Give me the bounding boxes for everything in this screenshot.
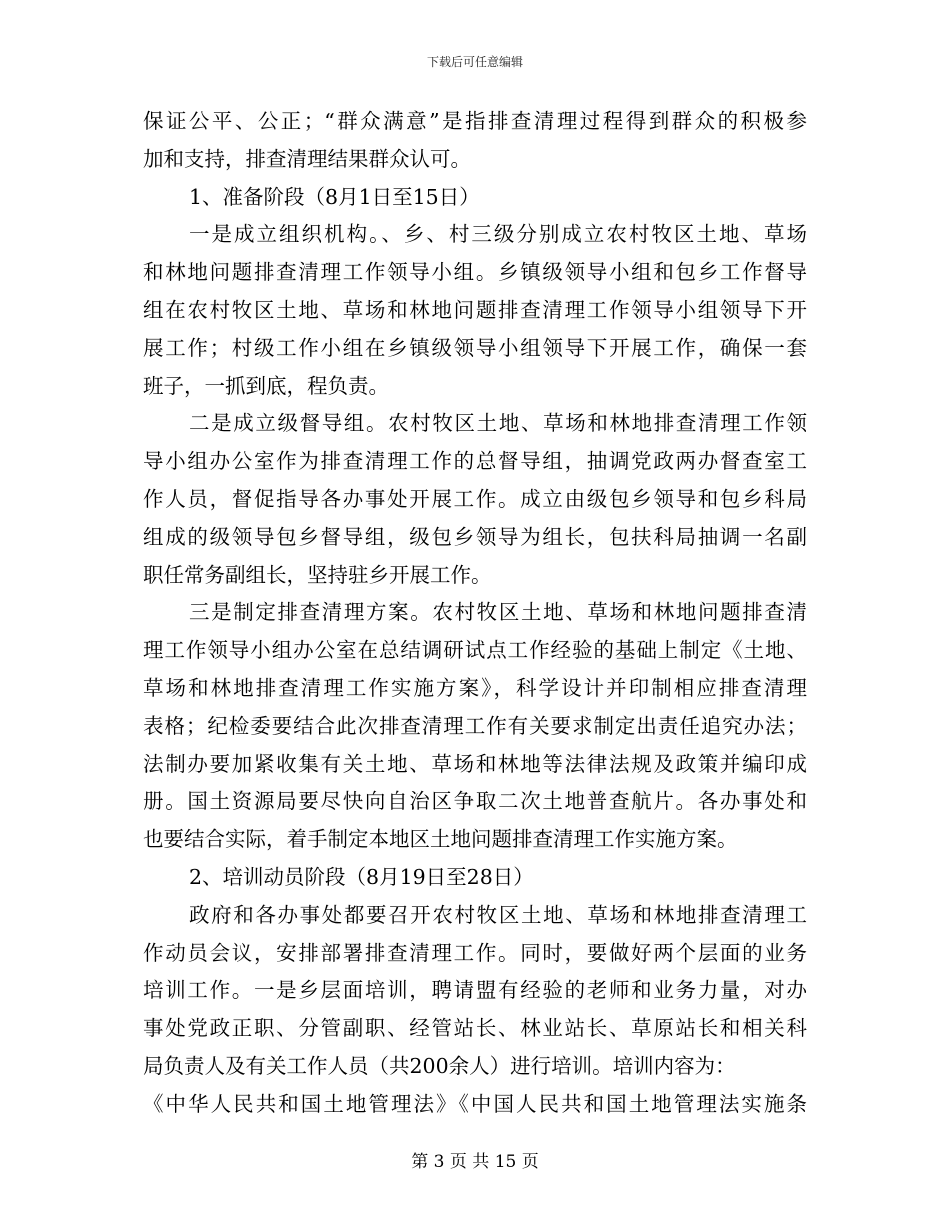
page-header-note: 下载后可任意编辑 [426, 55, 523, 69]
body-line: 政府和各办事处都要召开农村牧区土地、草场和林地排查清理工 [189, 902, 807, 927]
section-heading: 2、培训动员阶段（8月19日至28日） [189, 864, 534, 889]
body-line: 导小组办公室作为排查清理工作的总督导组，抽调党政两办督查室工 [143, 449, 807, 474]
body-line: 表格；纪检委要结合此次排查清理工作有关要求制定出责任追究办法； [143, 713, 807, 738]
body-line: 局负责人及有关工作人员（共200余人）进行培训。培训内容为： [143, 1053, 736, 1078]
body-line: 二是成立级督导组。农村牧区土地、草场和林地排查清理工作领 [189, 411, 807, 436]
body-line: 组在农村牧区土地、草场和林地问题排查清理工作领导小组领导下开 [143, 297, 807, 322]
body-line: 组成的级领导包乡督导组，级包乡领导为组长，包扶科局抽调一名副 [143, 524, 807, 549]
section-heading: 1、准备阶段（8月1日至15日） [189, 184, 480, 209]
body-line: 作人员，督促指导各办事处开展工作。成立由级包乡领导和包乡科局 [143, 486, 807, 511]
body-line: 册。国土资源局要尽快向自治区争取二次土地普查航片。各办事处和 [143, 789, 807, 814]
document-body [143, 103, 807, 1124]
body-line: 保证公平、公正；“群众满意”是指排查清理过程得到群众的积极参 [143, 109, 807, 133]
page-number-footer: 第 3 页 共 15 页 [411, 1152, 539, 1172]
body-line: 草场和林地排查清理工作实施方案》，科学设计并印制相应排查清理 [143, 675, 807, 700]
body-line: 理工作领导小组办公室在总结调研试点工作经验的基础上制定《土地、 [143, 638, 807, 663]
body-line: 《中华人民共和国土地管理法》《中国人民共和国土地管理法实施条 [143, 1091, 807, 1116]
body-line: 加和支持，排查清理结果群众认可。 [143, 146, 471, 171]
body-line: 班子，一抓到底，程负责。 [143, 373, 389, 398]
body-line: 培训工作。一是乡层面培训，聘请盟有经验的老师和业务力量，对办 [143, 978, 807, 1003]
body-line: 三是制定排查清理方案。农村牧区土地、草场和林地问题排查清 [189, 600, 807, 625]
body-line: 法制办要加紧收集有关土地、草场和林地等法律法规及政策并编印成 [143, 751, 807, 776]
body-line: 展工作；村级工作小组在乡镇级领导小组领导下开展工作，确保一套 [143, 335, 807, 360]
body-line: 事处党政正职、分管副职、经管站长、林业站长、草原站长和相关科 [143, 1016, 807, 1041]
body-line: 也要结合实际，着手制定本地区土地问题排查清理工作实施方案。 [143, 827, 738, 852]
body-line: 一是成立组织机构。、乡、村三级分别成立农村牧区土地、草场 [189, 222, 807, 247]
body-line: 职任常务副组长，坚持驻乡开展工作。 [143, 562, 492, 587]
body-line: 作动员会议，安排部署排查清理工作。同时，要做好两个层面的业务 [143, 940, 807, 965]
body-line: 和林地问题排查清理工作领导小组。乡镇级领导小组和包乡工作督导 [143, 260, 807, 285]
